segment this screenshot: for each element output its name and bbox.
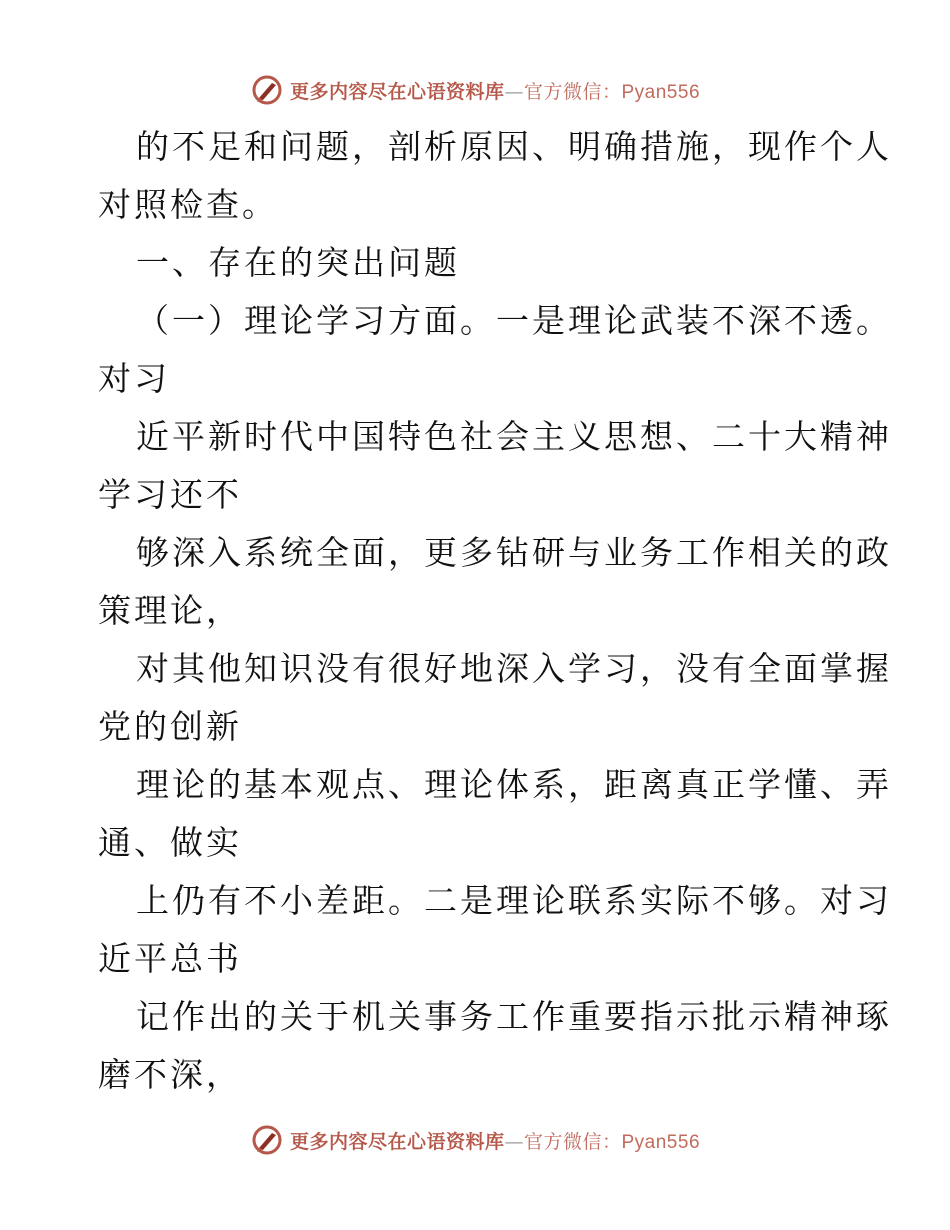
text-line: 对照检查。: [98, 185, 278, 224]
banner-wechat-label: 官方微信：: [523, 80, 622, 103]
text-line: 理论的基本观点、理论体系，距离真正学懂、弄: [136, 765, 892, 804]
header-banner: [0, 70, 950, 110]
banner-wechat-id: Pyan556: [621, 1131, 701, 1153]
document-body: [98, 118, 892, 1104]
section-heading: 一、存在的突出问题: [136, 243, 460, 282]
text-line: 策理论，: [98, 591, 242, 630]
banner-wechat-id: Pyan556: [621, 81, 701, 103]
banner-site-text: 更多内容尽在心语资料库: [289, 80, 505, 103]
text-line: 磨不深，: [98, 1055, 242, 1094]
banner-wechat-label: 官方微信：: [523, 1130, 622, 1153]
banner-site-text: 更多内容尽在心语资料库: [289, 1130, 505, 1153]
text-line: 对习: [98, 359, 170, 398]
text-line: 够深入系统全面，更多钻研与业务工作相关的政: [136, 533, 892, 572]
text-line: 党的创新: [98, 707, 242, 746]
text-line: 近平总书: [98, 939, 242, 978]
text-line: 通、做实: [98, 823, 242, 862]
text-line: 的不足和问题，剖析原因、明确措施，现作个人: [136, 127, 892, 166]
banner-separator: —: [504, 80, 524, 103]
banner-text: [290, 1127, 700, 1154]
text-line: 学习还不: [98, 475, 242, 514]
text-line: 近平新时代中国特色社会主义思想、二十大精神: [136, 417, 892, 456]
pen-logo-icon: [250, 73, 284, 107]
text-line: 记作出的关于机关事务工作重要指示批示精神琢: [136, 997, 892, 1036]
banner-text: [290, 77, 700, 104]
pen-logo-icon: [250, 1123, 284, 1157]
text-line: 对其他知识没有很好地深入学习，没有全面掌握: [136, 649, 892, 688]
text-line: （一）理论学习方面。一是理论武装不深不透。: [136, 301, 892, 340]
footer-banner: [0, 1120, 950, 1160]
text-line: 上仍有不小差距。二是理论联系实际不够。对习: [136, 881, 892, 920]
banner-separator: —: [504, 1130, 524, 1153]
